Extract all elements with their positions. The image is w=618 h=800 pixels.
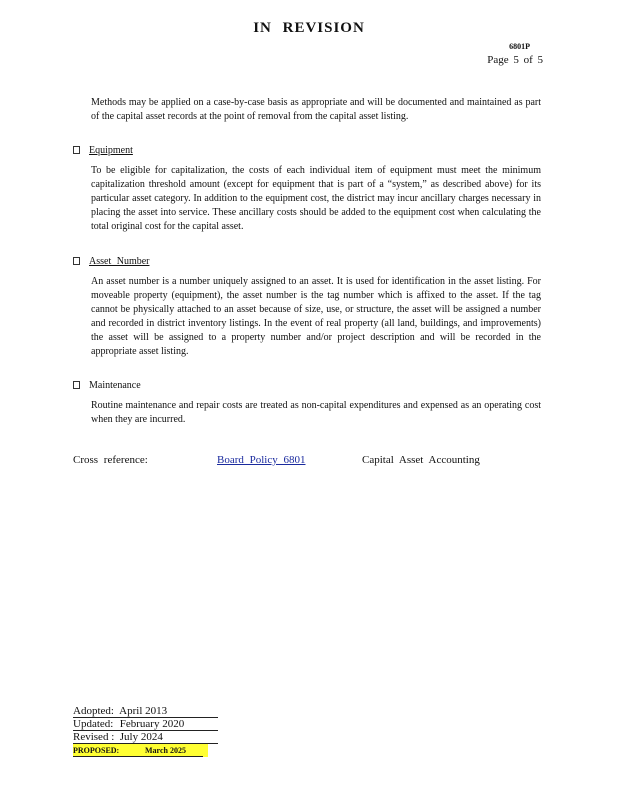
section-label: Asset Number — [89, 256, 150, 267]
section-label: Equipment — [89, 145, 133, 156]
updated-label: Updated: — [73, 718, 114, 730]
proposed-row — [73, 744, 208, 757]
board-policy-link[interactable]: Board Policy 6801 — [217, 454, 306, 466]
revised-label: Revised : — [73, 731, 115, 743]
adopted-label: Adopted: — [73, 705, 114, 717]
updated-row — [73, 718, 223, 731]
adopted-row — [73, 705, 223, 718]
section-heading-asset-number — [73, 255, 150, 269]
section-body-equipment: To be eligible for capitalization, the costs of each individual item of equipment must meet the minimum capitalization threshold amount (except for equipment that is part of a “system,” as described above) for its particular asset category. In addition to the equipment cost, the district may incur ancillary charges necessary in placing the asset into service. These ancillary costs should be added to the equipment cost when calculating the total original cost for the capital asset. — [91, 165, 541, 232]
proposed-date: March 2025 — [145, 746, 186, 755]
adopted-date: April 2013 — [119, 705, 168, 717]
updated-date: February 2020 — [119, 718, 185, 730]
proposed-label: PROPOSED: — [73, 746, 120, 755]
section-body-maintenance: Routine maintenance and repair costs are treated as non-capital expenditures and expensed as an operating cost when they are incurred. — [91, 400, 541, 425]
page-number: Page 5 of 5 — [487, 54, 543, 66]
bullet-box-icon — [73, 381, 80, 389]
policy-code: 6801P — [509, 42, 530, 51]
document-status-title: IN REVISION — [253, 20, 365, 36]
bullet-box-icon — [73, 257, 80, 265]
revised-date: July 2024 — [119, 731, 163, 743]
policy-history — [73, 705, 223, 757]
section-body-asset-number: An asset number is a number uniquely assigned to an asset. It is used for identification in the asset listing. For moveable property (equipment), the asset number is the tag number which is affixed to the asset. If the tag cannot be physically attached to an asset because of size, use, or structure, the asset will be assigned a number and recorded in district inventory listings. In the event of real property (all land, buildings, and improvements) the asset will be assigned to a property number and/or project description and will be recorded in the appropriate asset listing. — [91, 276, 541, 357]
cross-reference-label: Cross reference: — [73, 454, 148, 466]
intro-paragraph: Methods may be applied on a case-by-case basis as appropriate and will be documented and maintained as part of the capital asset records at the point of removal from the capital asset listing. — [91, 97, 541, 122]
section-heading-equipment — [73, 144, 133, 158]
section-heading-maintenance — [73, 379, 141, 393]
cross-reference-title: Capital Asset Accounting — [362, 454, 480, 466]
section-label: Maintenance — [89, 380, 141, 391]
revised-row — [73, 731, 223, 744]
bullet-box-icon — [73, 146, 80, 154]
underline — [73, 756, 203, 757]
